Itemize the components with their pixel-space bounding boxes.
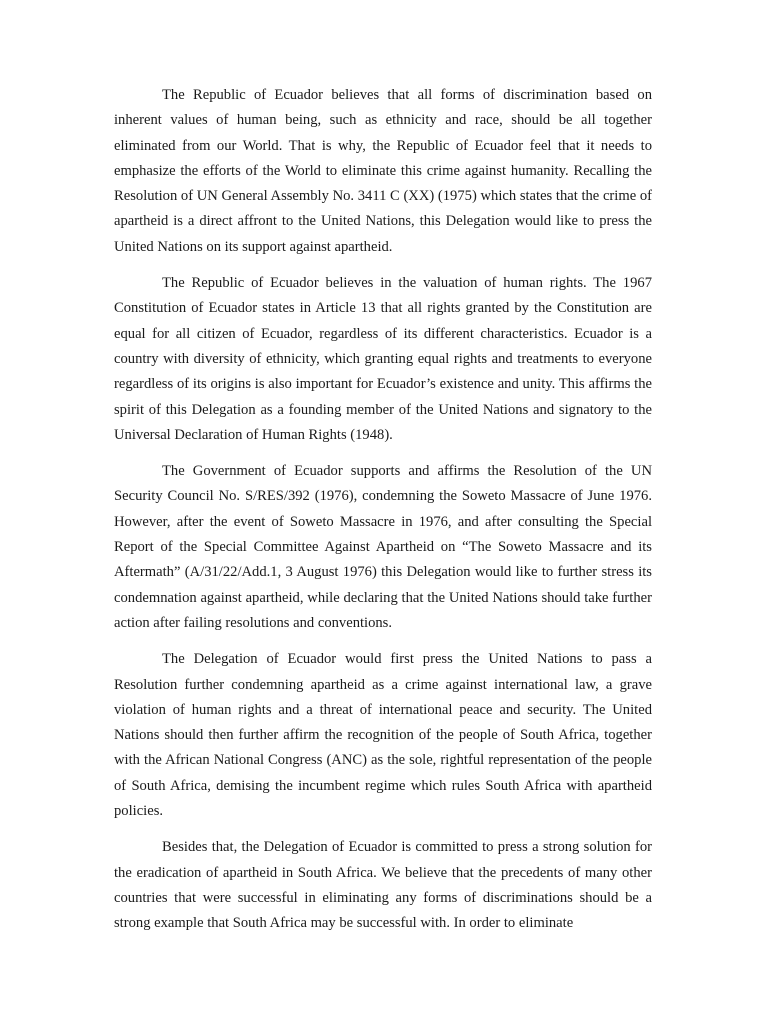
paragraph-3: The Government of Ecuador supports and affirms the Resolution of the UN Security Council No. S/RES/392 (1976), condemning the Soweto Massacre of June 1976. However, after the event of Soweto Massacre in 1976, and after consulting the Special Report of the Special Committee Against Apartheid on “The Soweto Massacre and its Aftermath” (A/31/22/Add.1, 3 August 1976) this Delegation would like to further stress its condemnation against apartheid, while declaring that the United Nations should take further action after failing resolutions and conventions. <box>114 463 652 631</box>
paragraph-2: The Republic of Ecuador believes in the valuation of human rights. The 1967 Constitution of Ecuador states in Article 13 that all rights granted by the Constitution are equal for all citizen of Ecuador, regardless of its different characteristics. Ecuador is a country with diversity of ethnicity, which granting equal rights and treatments to everyone regardless of its origins is also important for Ecuador’s existence and unity. This affirms the spirit of this Delegation as a founding member of the United Nations and signatory to the Universal Declaration of Human Rights (1948). <box>114 275 652 443</box>
paragraph-1: The Republic of Ecuador believes that all forms of discrimination based on inherent values of human being, such as ethnicity and race, should be all together eliminated from our World. That is why, the Republic of Ecuador feel that it needs to emphasize the efforts of the World to eliminate this crime against humanity. Recalling the Resolution of UN General Assembly No. 3411 C (XX) (1975) which states that the crime of apartheid is a direct affront to the United Nations, this Delegation would like to press the United Nations on its support against apartheid. <box>114 87 652 255</box>
paragraph-5: Besides that, the Delegation of Ecuador is committed to press a strong solution for the eradication of apartheid in South Africa. We believe that the precedents of many other countries that were successful in eliminating any forms of discriminations should be a strong example that South Africa may be successful with. In order to eliminate <box>114 839 652 932</box>
paragraph-4: The Delegation of Ecuador would first press the United Nations to pass a Resolution further condemning apartheid as a crime against international law, a grave violation of human rights and a threat of international peace and security. The United Nations should then further affirm the recognition of the people of South Africa, together with the African National Congress (ANC) as the sole, rightful representation of the people of South Africa, demising the incumbent regime which rules South Africa with apartheid policies. <box>114 651 652 820</box>
document-body <box>114 83 652 948</box>
